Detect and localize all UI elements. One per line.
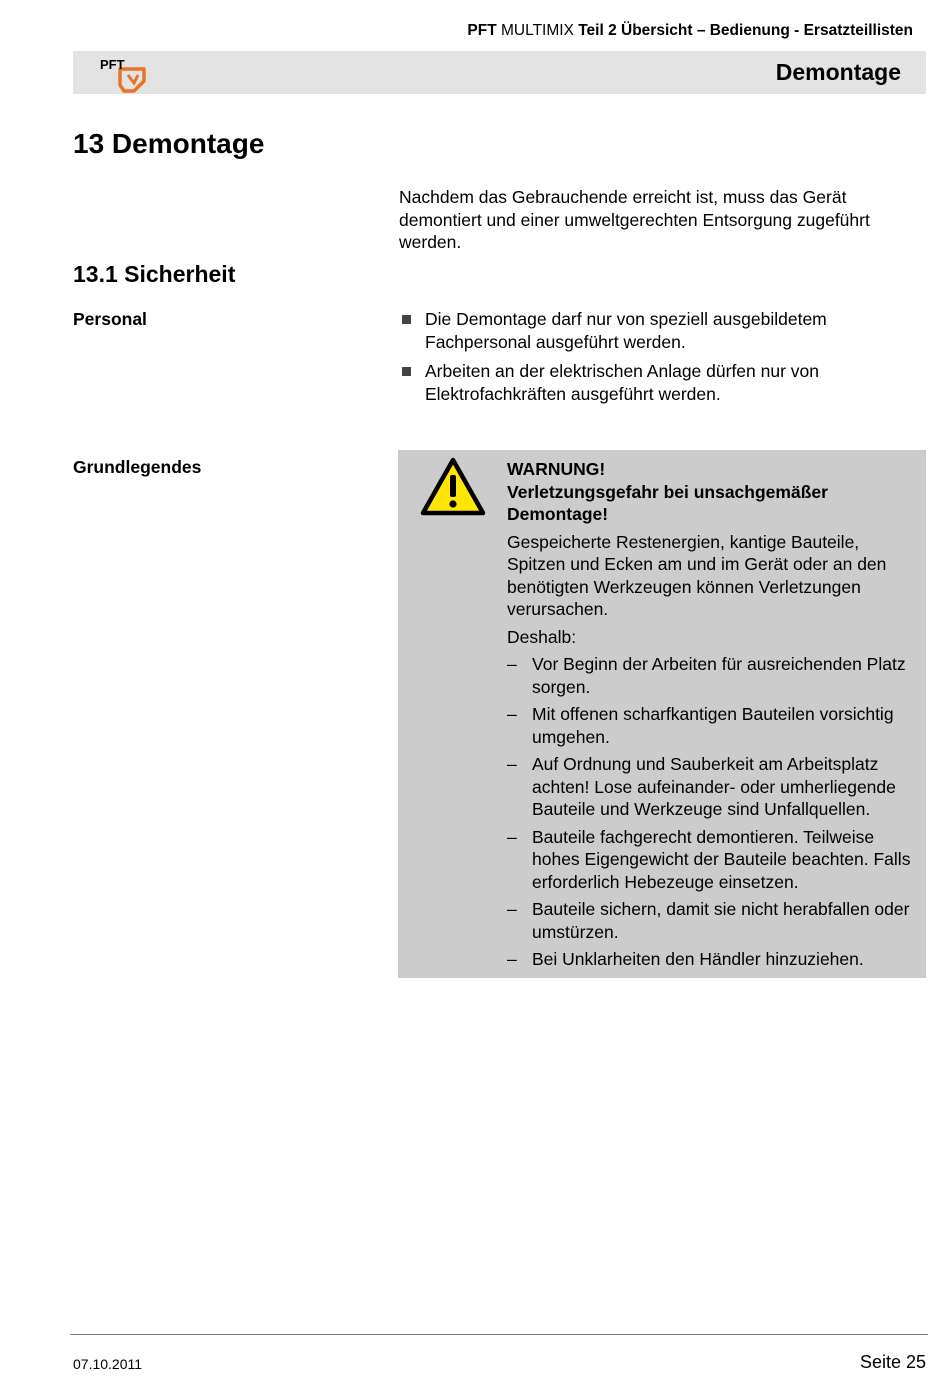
list-item	[507, 653, 912, 698]
header-doc-title: Teil 2 Übersicht – Bedienung - Ersatzteillisten	[578, 22, 913, 39]
header-product: MULTIMIX	[501, 22, 574, 39]
warning-list	[507, 653, 912, 971]
list-item-text: Bei Unklarheiten den Händler hinzuziehen.	[532, 949, 864, 969]
document-header	[467, 22, 913, 40]
list-item	[507, 898, 912, 943]
list-item	[399, 360, 899, 405]
personal-label: Personal	[73, 309, 147, 329]
list-item-text: Vor Beginn der Arbeiten für ausreichenden Platz sorgen.	[532, 654, 906, 697]
dash-marker: –	[507, 949, 517, 969]
dash-marker: –	[507, 826, 517, 847]
warning-title	[507, 458, 912, 526]
square-bullet-icon	[402, 315, 411, 324]
list-item-text: Mit offenen scharfkantigen Bauteilen vorsichtig umgehen.	[532, 704, 894, 747]
footer-divider	[70, 1334, 928, 1335]
list-item	[507, 826, 912, 894]
section-title: 13.1 Sicherheit	[73, 261, 236, 287]
list-item-text: Bauteile fachgerecht demontieren. Teilweise hohes Eigengewicht der Bauteile beachten. Falls erforderlich Hebezeuge einsetzen.	[532, 826, 911, 892]
section-tag: Demontage	[775, 59, 901, 85]
warning-text	[507, 458, 912, 976]
square-bullet-icon	[402, 367, 411, 376]
basics-label: Grundlegendes	[73, 457, 202, 477]
warning-title-line2: Verletzungsgefahr bei unsachgemäßer Demontage!	[507, 481, 828, 524]
dash-marker: –	[507, 899, 517, 919]
list-item-text: Auf Ordnung und Sauberkeit am Arbeitsplatz achten! Lose aufeinander- oder umherliegende Bauteile und Werkzeuge sind Unfallquellen.	[532, 754, 896, 819]
pft-logo	[98, 55, 148, 93]
list-item	[399, 308, 899, 353]
chapter-intro: Nachdem das Gebrauchende erreicht ist, muss das Gerät demontiert und einer umweltgerechten Entsorgung zugeführt werden.	[399, 187, 870, 252]
header-band	[73, 51, 926, 94]
warning-box	[398, 450, 926, 978]
warning-body: Gespeicherte Restenergien, kantige Bauteile, Spitzen und Ecken am und im Gerät oder an den benötigten Werkzeugen können Verletzungen verursachen.	[507, 531, 887, 619]
warning-title-line1: WARNUNG!	[507, 459, 606, 479]
warning-lead: Deshalb:	[507, 626, 577, 647]
warning-triangle-icon	[420, 457, 486, 517]
dash-marker: –	[507, 754, 517, 774]
logo-text: PFT	[100, 57, 125, 72]
personal-list	[399, 308, 899, 412]
page-number: Seite 25	[859, 1352, 926, 1372]
list-item	[507, 753, 912, 821]
dash-marker: –	[507, 654, 517, 674]
list-item-text: Bauteile sichern, damit sie nicht herabfallen oder umstürzen.	[532, 899, 910, 942]
chapter-title: 13 Demontage	[73, 128, 265, 159]
footer-date: 07.10.2011	[73, 1356, 143, 1372]
header-brand: PFT	[467, 22, 497, 39]
dash-marker: –	[507, 704, 517, 724]
list-item	[507, 703, 912, 748]
list-item-text: Arbeiten an der elektrischen Anlage dürfen nur von Elektrofachkräften ausgeführt werden.	[425, 361, 820, 404]
list-item-text: Die Demontage darf nur von speziell ausgebildetem Fachpersonal ausgeführt werden.	[425, 309, 827, 352]
list-item	[507, 948, 912, 971]
